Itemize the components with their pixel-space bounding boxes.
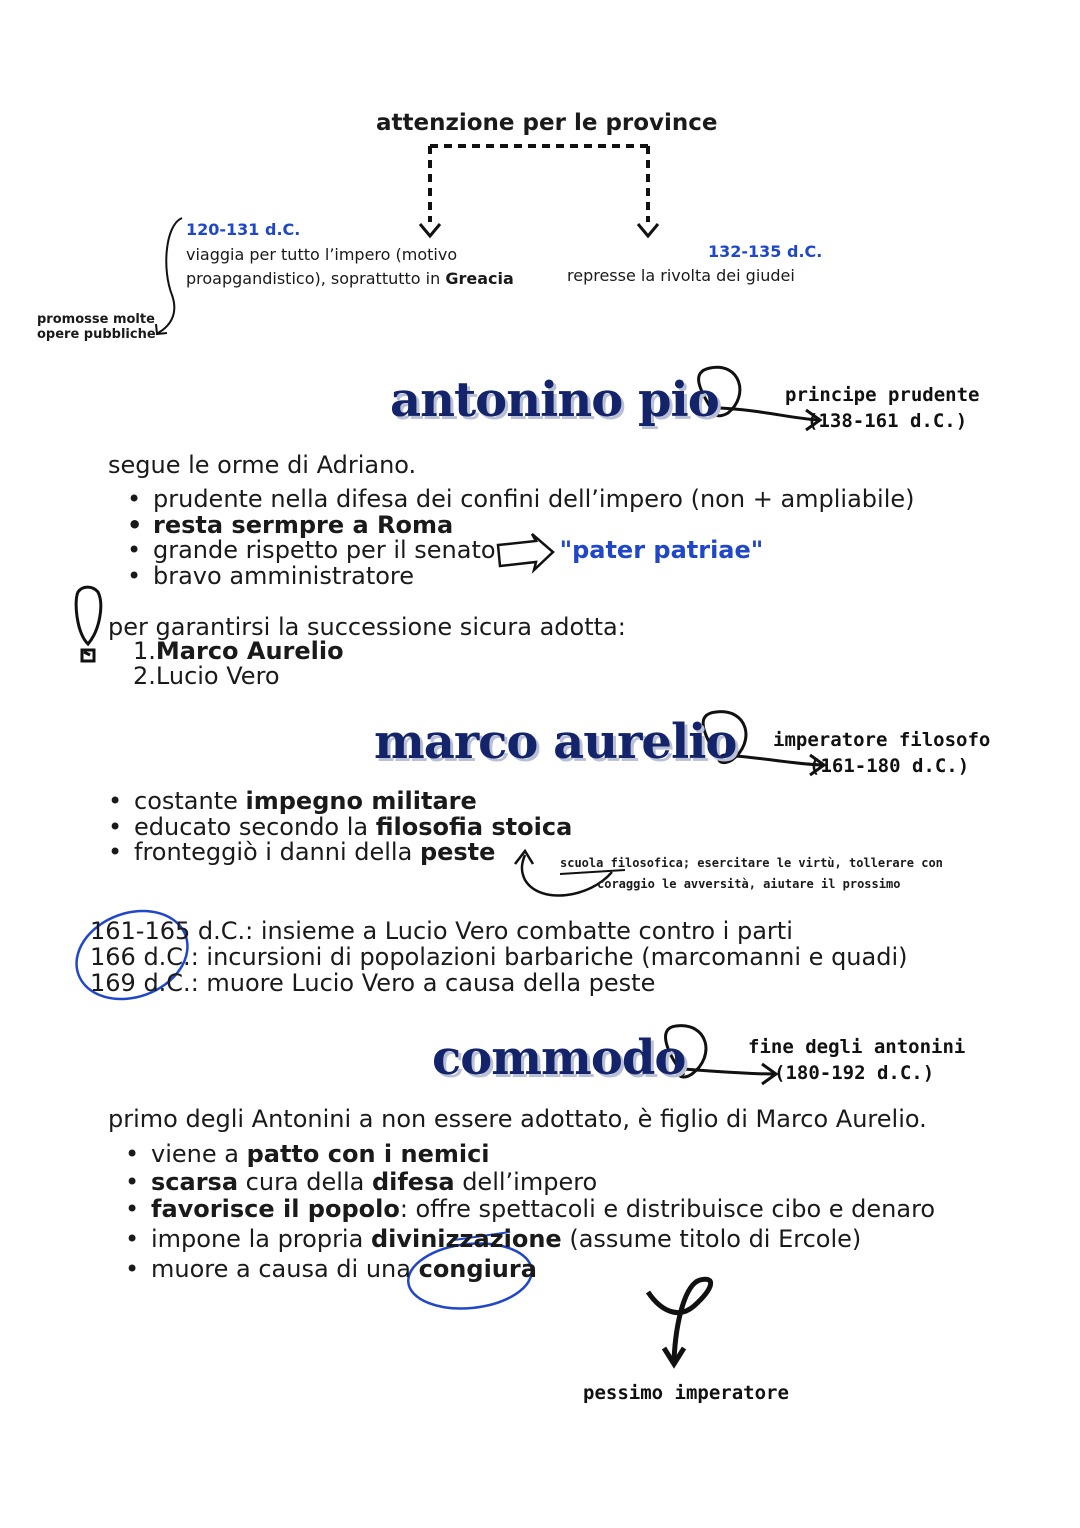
marco-item: • educato secondo la filosofia stoica [108, 815, 572, 841]
antonino-list [127, 487, 915, 589]
antonino-item: • prudente nella difesa dei confini dell’impero (non + ampliabile) [127, 487, 915, 513]
marco-list [108, 789, 572, 866]
right-date: 132-135 d.C. [708, 242, 823, 261]
left-date: 120-131 d.C. [186, 220, 301, 239]
antonino-item: • grande rispetto per il senato "pater patriae" [127, 538, 915, 564]
arrowhead-left [420, 224, 440, 236]
adopted-list [133, 639, 344, 689]
marco-timeline-1: 161-165 d.C.: insieme a Lucio Vero combatte contro i parti [90, 917, 793, 945]
antonino-intro: segue le orme di Adriano. [108, 451, 417, 479]
antonino-item: • resta sermpre a Roma [127, 513, 915, 539]
commodo-note: fine degli antonini (180-192 d.C.) [748, 1036, 966, 1084]
left-text-line1: viaggia per tutto l’impero (motivo [186, 245, 458, 264]
stoic-note-line2: coraggio le avversità, aiutare il prossimo [597, 877, 901, 891]
antonino-note: principe prudente (138-161 d.C.) [785, 384, 980, 432]
verdict-text: pessimo imperatore [583, 1382, 789, 1404]
stoic-note-line1: scuola filosofica; esercitare le virtù, tollerare con [560, 856, 943, 870]
marco-note: imperatore filosofo (161-180 d.C.) [773, 729, 991, 777]
commodo-item: • scarsa cura della difesa dell’impero [125, 1170, 935, 1197]
marco-item: • fronteggiò i danni della peste [108, 840, 572, 866]
succession-text: per garantirsi la successione sicura adotta: [108, 613, 626, 641]
arrowhead-right [638, 224, 658, 236]
right-text: represse la rivolta dei giudei [567, 266, 795, 285]
commodo-item: • viene a patto con i nemici [125, 1142, 935, 1170]
marco-timeline-3: 169 d.C.: muore Lucio Vero a causa della peste [90, 969, 656, 997]
provinces-heading: attenzione per le province [376, 110, 718, 136]
marco-timeline-2: 166 d.C.: incursioni di popolazioni barbariche (marcomanni e quadi) [90, 943, 908, 971]
curved-arrow-side-note [158, 218, 182, 333]
heading-dashed-arrows [430, 146, 648, 222]
commodo-list [125, 1142, 935, 1287]
adopted-item: 1.Marco Aurelio [133, 637, 344, 665]
exclamation-icon [76, 587, 101, 661]
commodo-title: commodo [432, 1030, 686, 1086]
verdict-loop-arrow [648, 1279, 711, 1360]
antonino-item: • bravo amministratore [127, 564, 915, 590]
side-note: promosse molte opere pubbliche [37, 312, 156, 342]
commodo-item: • muore a causa di una congiura [125, 1257, 935, 1287]
marco-item: • costante impegno militare [108, 789, 572, 815]
antonino-title: antonino pio [390, 372, 719, 428]
marco-title: marco aurelio [374, 714, 737, 770]
commodo-item: • favorisce il popolo: offre spettacoli e distribuisce cibo e denaro [125, 1197, 935, 1227]
commodo-item: • impone la propria divinizzazione (assume titolo di Ercole) [125, 1227, 935, 1257]
left-text-line2: proapgandistico), soprattutto in Greacia [186, 269, 514, 288]
commodo-intro: primo degli Antonini a non essere adottato, è figlio di Marco Aurelio. [108, 1105, 927, 1133]
adopted-item: 2.Lucio Vero [133, 662, 280, 690]
